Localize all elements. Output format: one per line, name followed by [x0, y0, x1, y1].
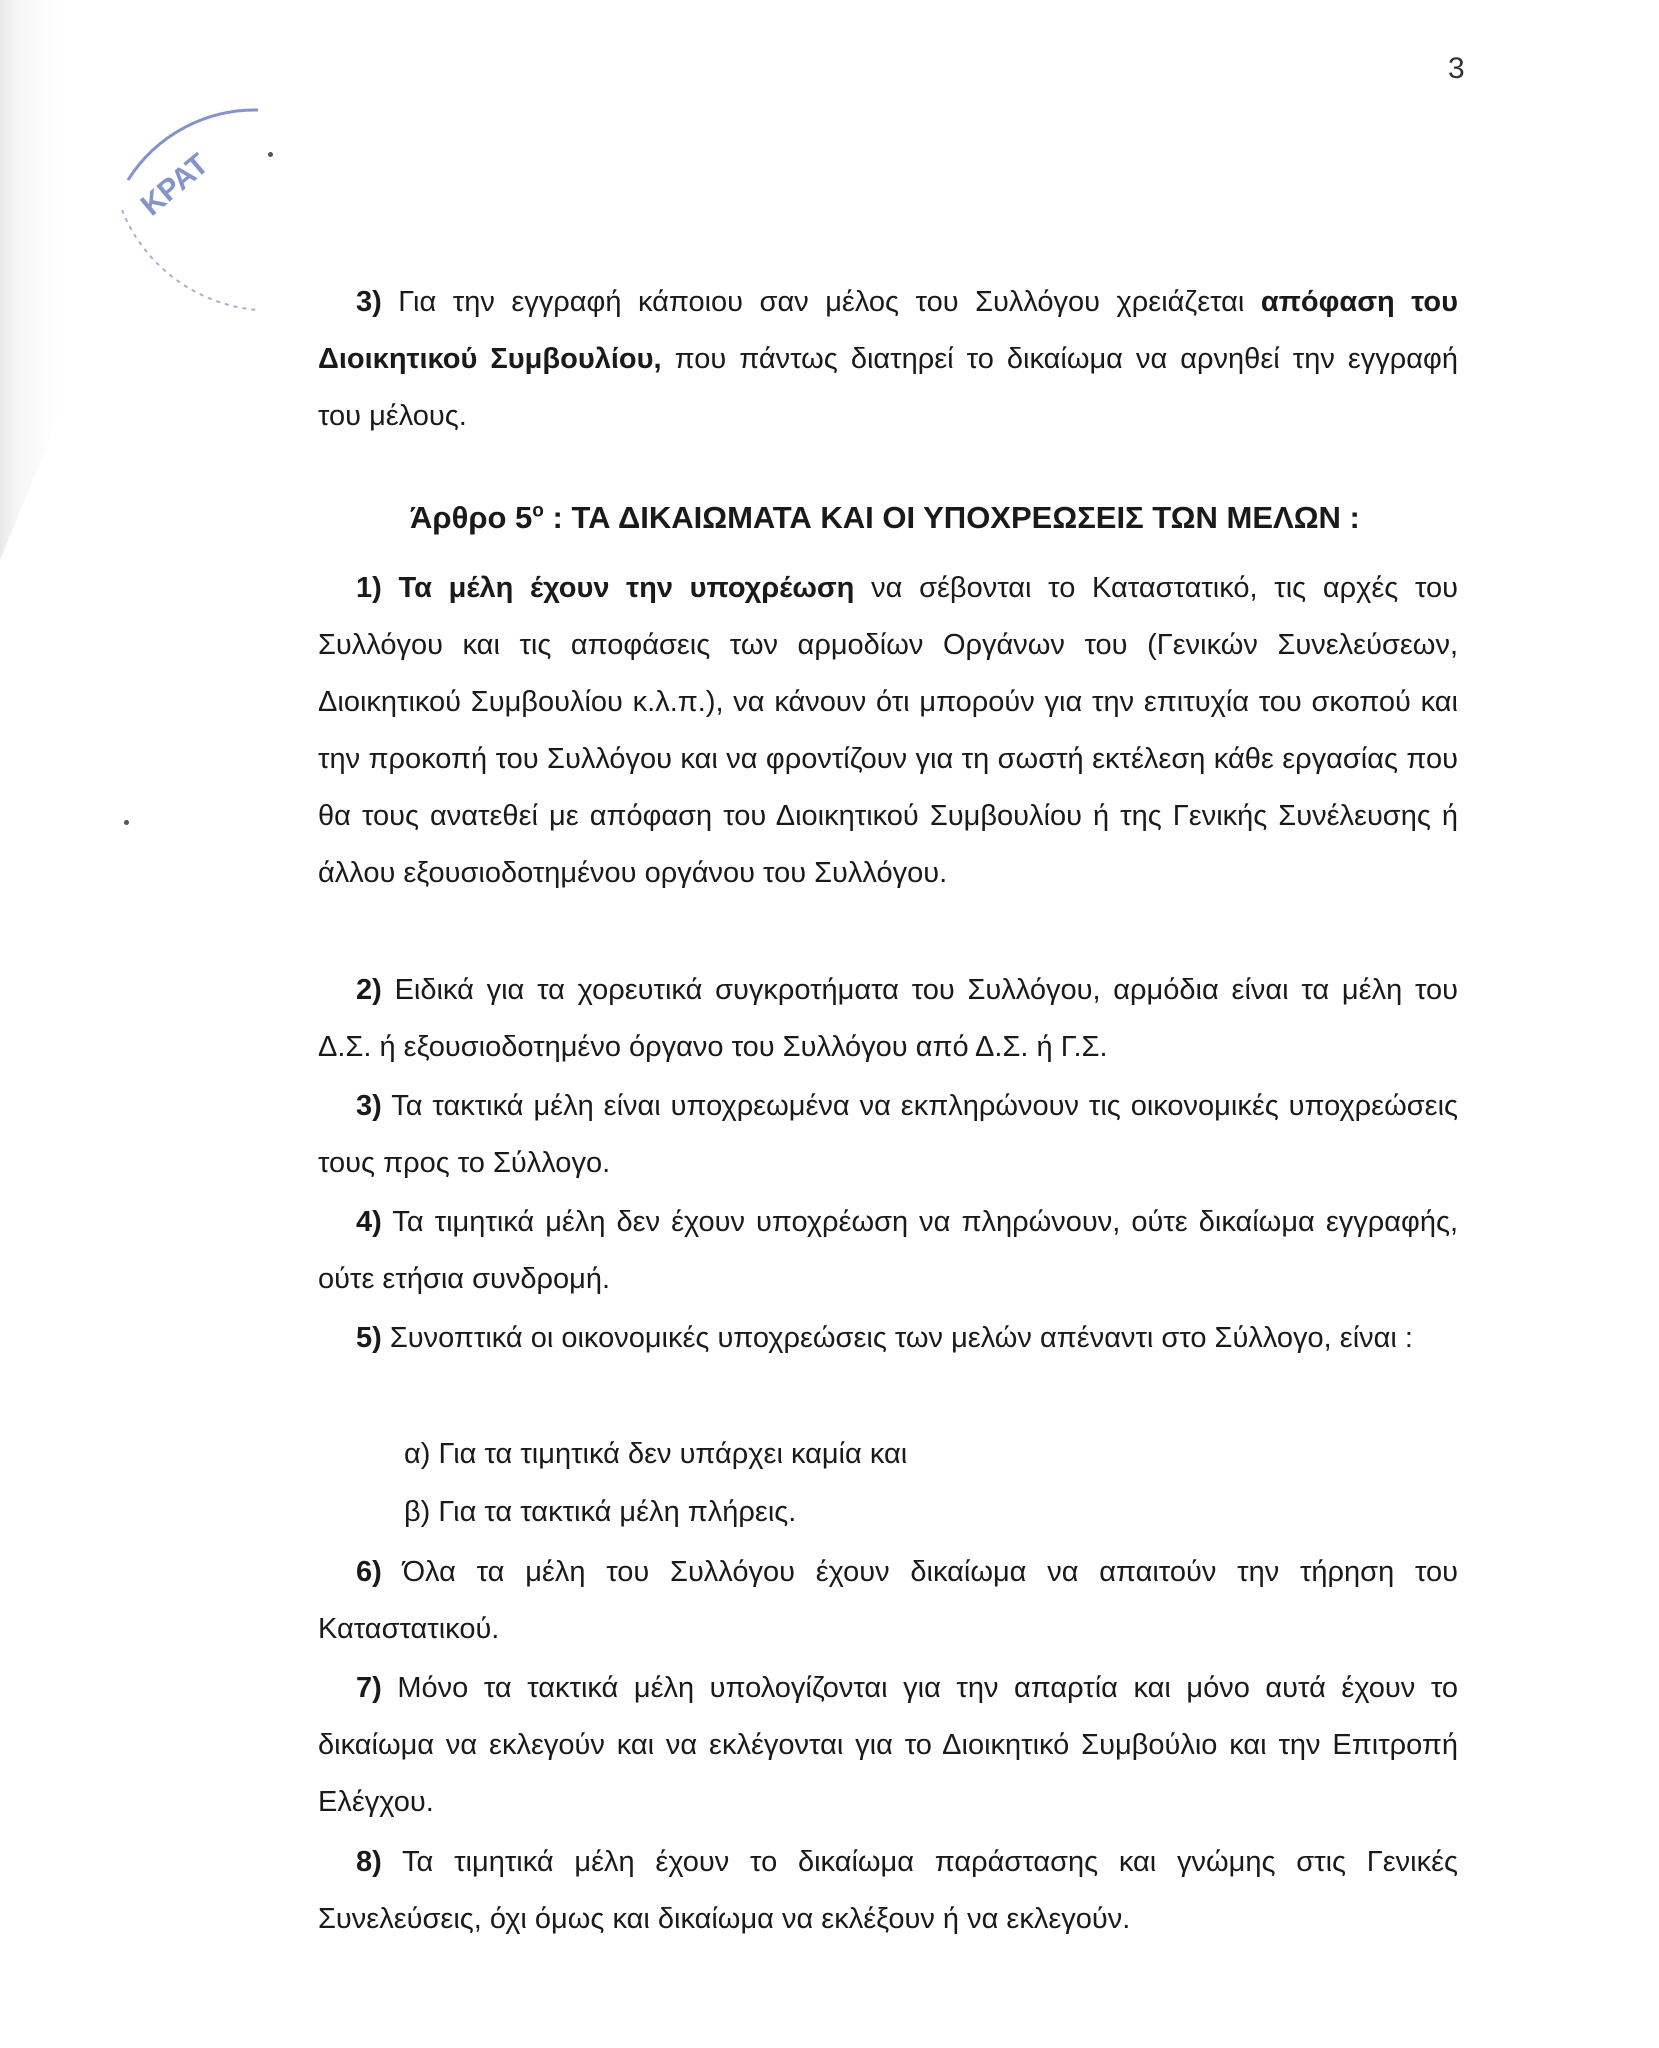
- paragraph-text: Μόνο τα τακτικά μέλη υπολογίζονται για την απαρτία και μόνο αυτά έχουν το δικαίωμα να εκλεγούν και να εκλέγονται για το Διοικητικό Συμβούλιο και την Επιτροπή Ελέγχου.: [318, 1672, 1458, 1818]
- paragraph-text: Συνοπτικά οι οικονομικές υποχρεώσεις των μελών απέναντι στο Σύλλογο, είναι :: [381, 1322, 1413, 1354]
- item-number: 2): [356, 974, 382, 1006]
- paragraph-text: Ειδικά για τα χορευτικά συγκροτήματα του Συλλόγου, αρμόδια είναι τα μέλη του Δ.Σ. ή εξουσιοδοτημένο όργανο του Συλλόγου από Δ.Σ. ή Γ.Σ.: [318, 974, 1458, 1063]
- item-number: 4): [356, 1206, 382, 1238]
- scan-speck: [124, 820, 129, 825]
- paragraph-item-2: [318, 962, 1458, 1076]
- paragraph-item-8: [318, 1834, 1458, 1948]
- paragraph-text: Τα τακτικά μέλη είναι υποχρεωμένα να εκπληρώνουν τις οικονομικές υποχρεώσεις τους προς το Σύλλογο.: [318, 1090, 1458, 1179]
- article-superscript: ο: [532, 500, 544, 522]
- svg-text:ΚΡΑΤ: ΚΡΑΤ: [134, 147, 215, 223]
- paragraph-text: Τα τιμητικά μέλη δεν έχουν υποχρέωση να πληρώνουν, ούτε δικαίωμα εγγραφής, ούτε ετήσια συνδρομή.: [318, 1206, 1458, 1295]
- paragraph-item-6: [318, 1544, 1458, 1658]
- page-number: 3: [1448, 52, 1465, 85]
- paragraph-text: Για την εγγραφή κάποιου σαν μέλος του Συλλόγου χρειάζεται: [381, 286, 1261, 318]
- scan-speck: [268, 152, 273, 157]
- item-number: 5): [356, 1322, 382, 1354]
- item-number: 3): [356, 1090, 382, 1122]
- paragraph-item-1: [318, 560, 1458, 902]
- sub-item-a: α) Για τα τιμητικά δεν υπάρχει καμία και: [404, 1438, 908, 1470]
- paragraph-item-3: [318, 1078, 1458, 1192]
- paragraph-text: να σέβονται το Καταστατικό, τις αρχές του Συλλόγου και τις αποφάσεις των αρμοδίων Οργάνων του (Γενικών Συνελεύσεων, Διοικητικού Συμβουλίου κ.λ.π.), να κάνουν ότι μπορούν για την επιτυχία του σκοπού και την προκοπή του Συλλόγου και να φροντίζουν για τη σωστή εκτέλεση κάθε εργασίας που θα τους ανατεθεί με απόφαση του Διοικητικού Συμβουλίου ή της Γενικής Συνέλευσης ή άλλου εξουσιοδοτημένου οργάνου του Συλλόγου.: [318, 572, 1458, 889]
- item-number: 1): [356, 572, 382, 604]
- paragraph-text: που πάντως διατηρεί το δικαίωμα να αρνηθεί την εγγραφή του μέλους.: [318, 343, 1458, 432]
- paragraph-text: Τα τιμητικά μέλη έχουν το δικαίωμα παράστασης και γνώμης στις Γενικές Συνελεύσεις, όχι όμως και δικαίωμα να εκλέξουν ή να εκλεγούν.: [318, 1846, 1458, 1935]
- item-number: 3): [356, 286, 382, 318]
- paragraph-membership-decision: [318, 274, 1458, 445]
- emphasis-text: Τα μέλη έχουν την υποχρέωση: [381, 572, 855, 604]
- paragraph-item-4: [318, 1194, 1458, 1308]
- article-heading: [410, 500, 1470, 536]
- sub-item-b: β) Για τα τακτικά μέλη πλήρεις.: [404, 1496, 797, 1528]
- stamp-seal-icon: [108, 100, 298, 320]
- paragraph-text: Όλα τα μέλη του Συλλόγου έχουν δικαίωμα να απαιτούν την τήρηση του Καταστατικού.: [318, 1556, 1458, 1645]
- paragraph-item-5: [318, 1310, 1458, 1367]
- article-label: Άρθρο 5: [410, 500, 533, 535]
- article-title: : ΤΑ ΔΙΚΑΙΩΜΑΤΑ ΚΑΙ ΟΙ ΥΠΟΧΡΕΩΣΕΙΣ ΤΩΝ ΜΕΛΩΝ :: [543, 500, 1360, 535]
- item-number: 8): [356, 1846, 382, 1878]
- item-number: 6): [356, 1556, 382, 1588]
- emphasis-text: απόφαση του Διοικητικού Συμβουλίου,: [318, 286, 1458, 375]
- paragraph-item-7: [318, 1660, 1458, 1831]
- item-number: 7): [356, 1672, 382, 1704]
